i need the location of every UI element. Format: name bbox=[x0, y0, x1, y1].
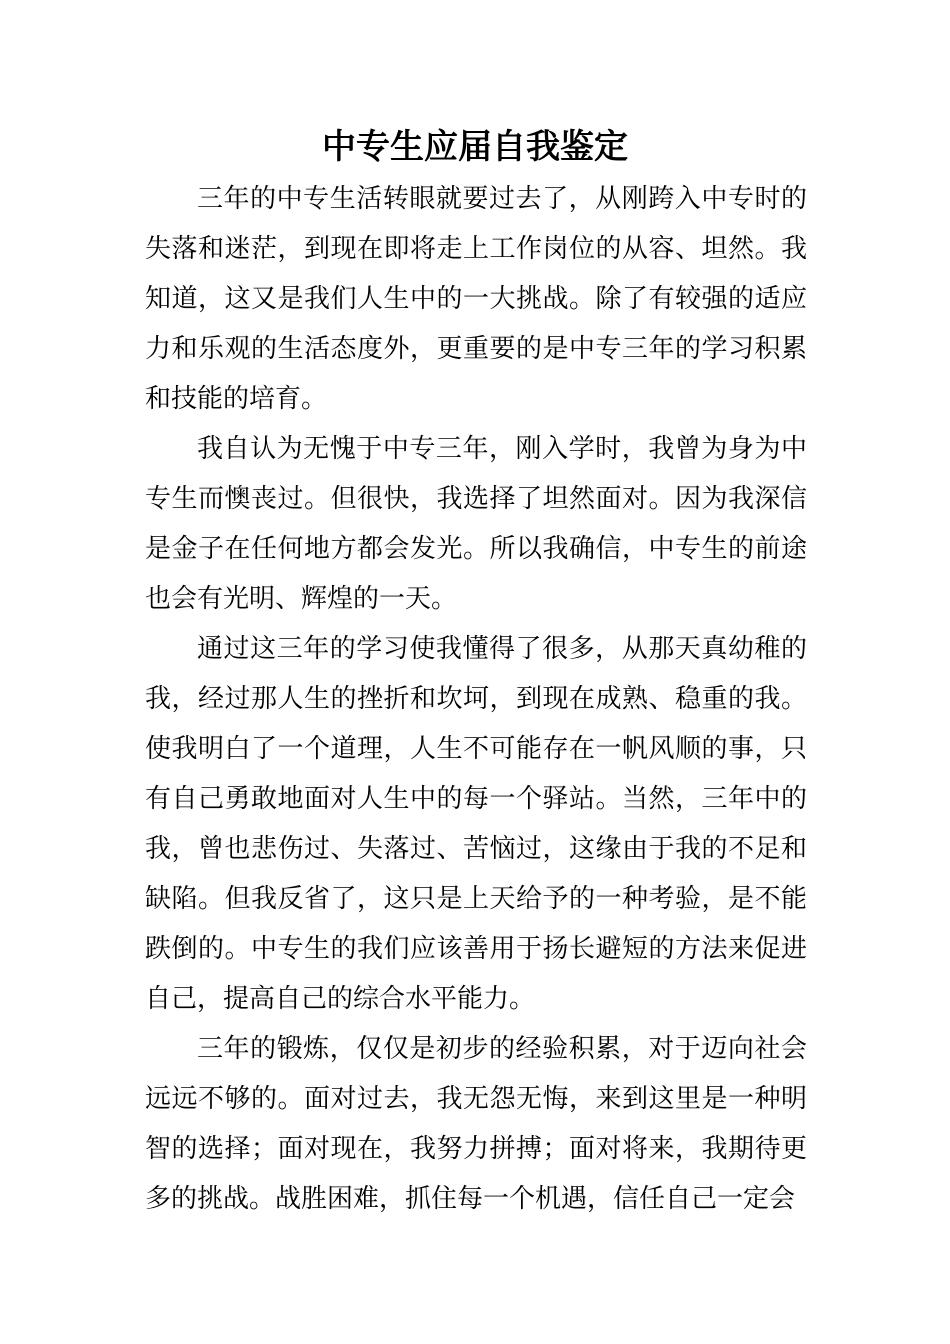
document-title: 中专生应届自我鉴定 bbox=[322, 127, 628, 167]
paragraph-1: 三年的中专生活转眼就要过去了，从刚跨入中专时的失落和迷茫，到现在即将走上工作岗位的从容、坦然。我知道，这又是我们人生中的一大挑战。除了有较强的适应力和乐观的生活态度外，更重要的是中专三年的学习积累和技能的培育。 bbox=[145, 184, 807, 414]
document-body bbox=[145, 174, 807, 1224]
paragraph-2: 我自认为无愧于中专三年，刚入学时，我曾为身为中专生而懊丧过。但很快，我选择了坦然面对。因为我深信是金子在任何地方都会发光。所以我确信，中专生的前途也会有光明、辉煌的一天。 bbox=[145, 434, 807, 614]
paragraph-3: 通过这三年的学习使我懂得了很多，从那天真幼稚的我，经过那人生的挫折和坎坷，到现在成熟、稳重的我。使我明白了一个道理，人生不可能存在一帆风顺的事，只有自己勇敢地面对人生中的每一个驿站。当然，三年中的我，曾也悲伤过、失落过、苦恼过，这缘由于我的不足和缺陷。但我反省了，这只是上天给予的一种考验，是不能跌倒的。中专生的我们应该善用于扬长避短的方法来促进自己，提高自己的综合水平能力。 bbox=[145, 634, 807, 1014]
paragraph-4: 三年的锻炼，仅仅是初步的经验积累，对于迈向社会远远不够的。面对过去，我无怨无悔，来到这里是一种明智的选择；面对现在，我努力拼搏；面对将来，我期待更多的挑战。战胜困难，抓住每一个机遇，信任自己一定会 bbox=[145, 1034, 807, 1214]
